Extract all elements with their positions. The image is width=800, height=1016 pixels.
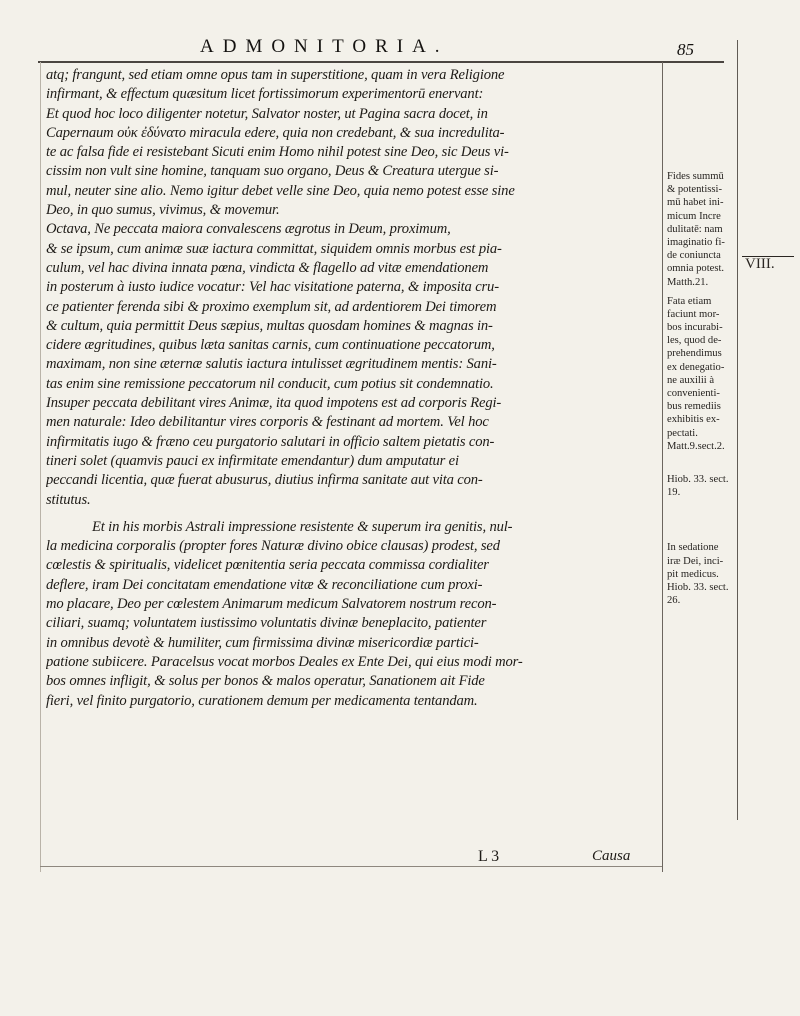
text-line: deflere, iram Dei concitatam emendatione vitæ & reconciliatione cum proxi-: [46, 576, 483, 593]
text-line: peccandi licentia, quæ fuerat abusurus, diutius infirma sanitate aut vita con-: [46, 472, 483, 489]
text-line: Et in his morbis Astrali impressione resistente & superum ira genitis, nul-: [92, 518, 513, 535]
text-line: cissim non vult sine homine, tanquam suo organo, Deus & Creatura utergue si-: [46, 163, 499, 180]
text-line: maximam, non sine æternæ salutis iactura intulisset ægritudinem mentis: Sani-: [46, 356, 497, 373]
text-line: atq; frangunt, sed etiam omne opus tam in superstitione, quam in vera Religione: [46, 67, 505, 83]
text-line: ciliari, suamq; voluntatem iustissimo voluntatis divinæ beneplacito, patienter: [46, 615, 487, 632]
margin-note-fate: Fata etiam faciunt mor- bos incurabi- les, quod de- prehendimus ex denegatio- ne auxilii à convenienti- bus remediis exhibitis ex- pectati. Matt.9.sect.2.: [667, 295, 737, 453]
bottom-rule: [40, 866, 662, 867]
left-rule: [40, 62, 41, 872]
section-number-viii: VIII.: [745, 256, 775, 272]
column-rule: [662, 62, 663, 872]
text-line: in posterum à iusto iudice vocatur: Vel hac visitatione paterna, & imposita cru-: [46, 279, 499, 296]
text-line: Insuper peccata debilitant vires Animæ, ita quod impotens est ad corporis Regi-: [46, 395, 502, 412]
text-line: mo placare, Deo per cœlestem Animarum medicum Salvatorem nostrum recon-: [46, 596, 497, 613]
text-line: mul, neuter sine alio. Nemo igitur debet velle sine Deo, quia nemo potest esse sine: [46, 182, 515, 199]
text-line: culum, vel hac divina innata pœna, vindicta & flagello ad vitæ emendationem: [46, 259, 489, 276]
text-line: & cultum, quia permittit Deus sæpius, multas quosdam homines & magnas in-: [46, 317, 493, 334]
text-line: bos omnes infligit, & solus per bonos & malos operatur, Sanationem ait Fide: [46, 673, 485, 690]
margin-reference: Matt.9.sect.2.: [667, 440, 725, 452]
text-line: & se ipsum, cum animæ suæ iactura committat, siquidem omnis morbus est pia-: [46, 240, 502, 257]
text-line: la medicina corporalis (propter fores Naturæ divino obice clausas) prodest, sed: [46, 538, 500, 555]
catchword: Causa: [592, 848, 631, 864]
running-head: ADMONITORIA.: [200, 36, 449, 57]
page-edge-rule: [737, 40, 738, 820]
text-line: Deo, in quo sumus, vivimus, & movemur.: [46, 202, 280, 219]
text-line: patione subiicere. Paracelsus vocat morbos Deales ex Ente Dei, qui eius modi mor-: [46, 653, 523, 670]
text-line: men naturale: Ideo debilitantur vires corporis & festinant ad mortem. Vel hoc: [46, 414, 489, 431]
top-rule: [38, 61, 724, 63]
text-line: Octava, Ne peccata maiora convalescens ægrotus in Deum, proximum,: [46, 221, 451, 238]
signature-mark: L 3: [478, 848, 500, 865]
text-line: te ac falsa fide ei resistebant Sicuti enim Homo nihil potest sine Deo, sic Deus vi-: [46, 144, 509, 161]
page-number: 85: [677, 40, 694, 59]
text-line: Capernaum οὐκ ἐδύνατο miracula edere, quia non credebant, & sua incredulita-: [46, 124, 505, 141]
text-line: in omnibus devotè & humiliter, cum firmissima divinæ misericordiæ partici-: [46, 634, 479, 651]
margin-reference: Matth.21.: [667, 276, 709, 288]
text-line: tineri solet (quamvis pauci ex infirmitate emendantur) dum amputatur ei: [46, 452, 459, 469]
text-line: stitutus.: [46, 491, 91, 508]
main-text-column: [46, 66, 658, 711]
margin-reference-hiob-19: Hiob. 33. sect. 19.: [667, 473, 729, 499]
text-line: cidere ægritudines, quibus læta sanitas carnis, cum continuatione peccatorum,: [46, 337, 495, 354]
text-line: cœlestis & spiritualis, videlicet pœnitentia seria peccata commissa cordialiter: [46, 557, 489, 574]
text-line: fieri, vel finito purgatorio, curationem demum per medicamenta tentandam.: [46, 692, 478, 709]
text-line: infirmitatis iugo & fræno ceu purgatorio salutari in officio saltem pietatis con-: [46, 433, 495, 450]
margin-notes: [667, 171, 737, 607]
margin-note-physician: In sedatione iræ Dei, inci- pit medicus. Hiob. 33. sect. 26.: [667, 542, 729, 607]
text-line: tas enim sine remissione peccatorum nil conducit, cum potius sit condemnatio.: [46, 375, 494, 392]
margin-note-faith: Fides summū & potentissi- mū habet ini- micum Incre dulitatē: nam imaginatio fi- de coniuncta omnia potest. Matth.21.: [667, 170, 737, 289]
text-line: Et quod hoc loco diligenter notetur, Salvator noster, ut Pagina sacra docet, in: [46, 105, 488, 122]
text-line: ce patienter ferenda sibi & proximo exemplum sit, ad ardentiorem Dei timorem: [46, 298, 497, 315]
text-line: infirmant, & effectum quæsitum licet fortissimorum experimentorū enervant:: [46, 86, 484, 103]
